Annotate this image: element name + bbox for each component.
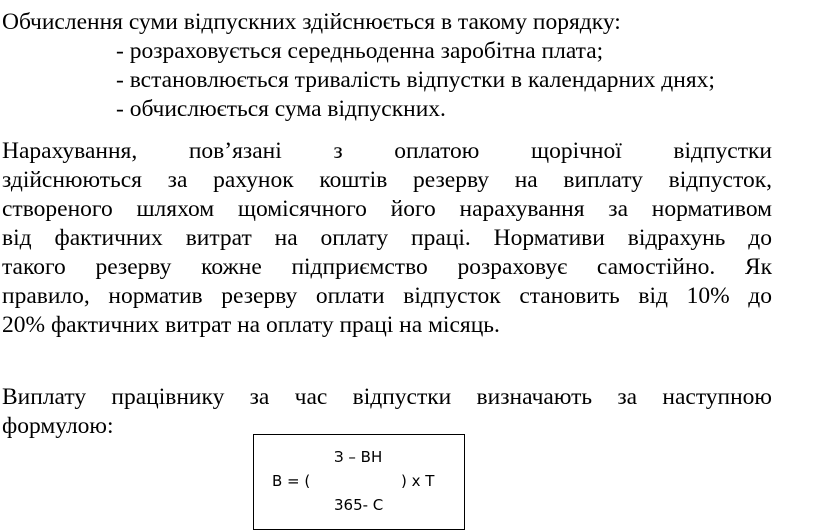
para1-line-1: Нарахування, пов’язані з оплатою щорічної відпустки [2,138,772,164]
para2-line-1: Виплату працівнику за час відпустки визначають за наступною [2,384,772,410]
para2-line-2: формулою: [2,413,114,439]
para1-line-2: здійснюються за рахунок коштів резерву на виплату відпусток, [2,167,772,193]
para1-line-7: 20% фактичних витрат на оплату праці на місяць. [2,312,500,338]
formula-box [253,434,465,530]
intro-line: Обчислення суми відпускних здійснюється в такому порядку: [2,9,621,35]
formula-numerator: З – ВН [334,448,383,466]
para1-line-3: створеного шляхом щомісячного його нарахування за нормативом [2,196,772,222]
step-3: - обчислюється сума відпускних. [116,96,446,122]
step-1: - розраховується середньоденна заробітна плата; [116,38,604,64]
step-2: - встановлюється тривалість відпустки в календарних днях; [116,67,715,93]
formula-left: В = ( [272,472,311,490]
para1-line-4: від фактичних витрат на оплату праці. Нормативи відрахунь до [2,225,772,251]
formula-right: ) х Т [401,472,435,490]
para1-line-5: такого резерву кожне підприємство розраховує самостійно. Як [2,254,772,280]
para1-line-6: правило, норматив резерву оплати відпусток становить від 10% до [2,283,772,309]
formula-denominator: 365- С [334,496,384,514]
